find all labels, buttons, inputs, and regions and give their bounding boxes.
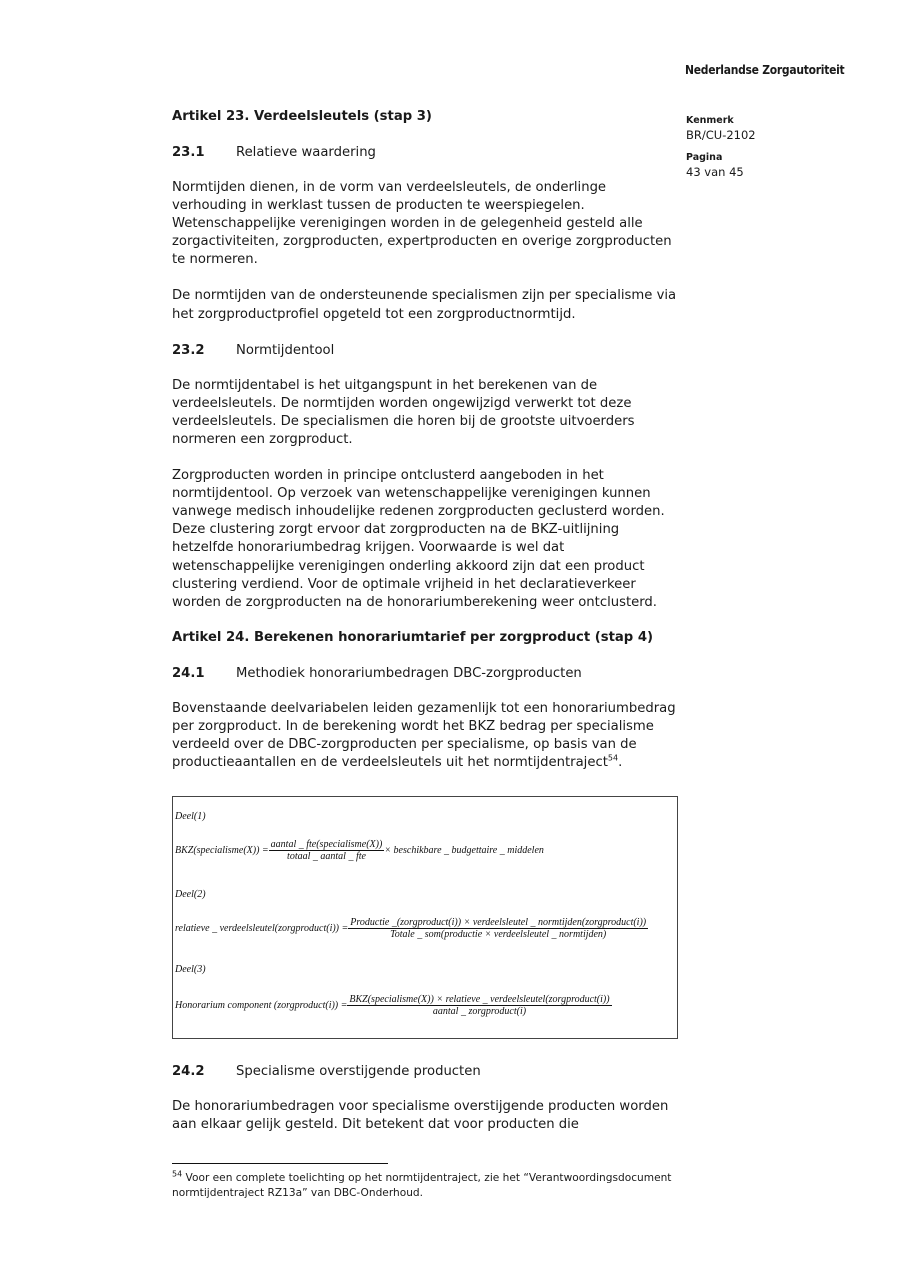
section-title: Methodiek honorariumbedragen DBC-zorgproducten xyxy=(236,665,582,681)
pagina-label: Pagina xyxy=(686,152,723,163)
footnote xyxy=(172,1171,692,1201)
section-number: 24.2 xyxy=(172,1064,205,1080)
section-number: 24.1 xyxy=(172,665,205,681)
document-body xyxy=(172,108,677,1134)
article-23-heading: Artikel 23. Verdeelsleutels (stap 3) xyxy=(172,109,432,124)
section-title: Normtijdentool xyxy=(236,342,335,358)
paragraph: Normtijden dienen, in de vorm van verdeelsleutels, de onderlinge verhouding in werklast tussen de producten te weerspiegelen. Wetenschappelijke verenigingen worden in de gelegenheid gesteld alle zorgactiviteiten, zorgproducten, expertproducten en overige zorgproducten te normeren. xyxy=(172,180,672,268)
formula-deel2: relatieve _ verdeelsleutel(zorgproduct(i)) = Productie _(zorgproduct(i)) × verdeelsleutel _ normtijden(zorgproduct(i)) Totale _ som(productie × verdeelsleutel _ normtijden) xyxy=(175,917,647,941)
section-24-2-heading xyxy=(172,1063,677,1081)
section-title: Relatieve waardering xyxy=(236,145,376,160)
section-23-1-heading xyxy=(172,144,677,162)
formula-deel1: BKZ(specialisme(X)) = $\frac{\text{aantal \_ fte(specialisme(X))}}{\text{totaal \_ aantal \_ fte}}$ × beschikbare _ budgettaire _ middelen xyxy=(175,839,544,863)
footnote-number: 54 xyxy=(172,1169,183,1179)
section-23-2-heading xyxy=(172,342,677,360)
section-number: 23.2 xyxy=(172,342,205,358)
pagina-value: 43 van 45 xyxy=(686,165,744,179)
paragraph: De normtijdentabel is het uitgangspunt in het berekenen van de verdeelsleutels. De normtijden worden ongewijzigd verwerkt tot deze verdeelsleutels. De specialismen die horen bij de grootste uitvoerders normeren een zorgproduct. xyxy=(172,377,635,447)
pagina-block xyxy=(686,151,744,179)
paragraph: De normtijden van de ondersteunende specialismen zijn per specialisme via het zorgproductprofiel opgeteld tot een zorgproductnormtijd. xyxy=(172,288,677,322)
footnote-text: Voor een complete toelichting op het normtijdentraject, zie het “Verantwoordingsdocument normtijdentraject RZ13a” van DBC-Onderhoud. xyxy=(172,1172,672,1199)
article-24-heading: Artikel 24. Berekenen honorariumtarief per zorgproduct (stap 4) xyxy=(172,629,654,645)
kenmerk-label: Kenmerk xyxy=(686,115,734,126)
footnote-ref[interactable]: 54 xyxy=(607,753,619,763)
paragraph: Bovenstaande deelvariabelen leiden gezamenlijk tot een honorariumbedrag per zorgproduct. In de berekening wordt het BKZ bedrag per specialisme verdeeld over de DBC-zorgproducten per specialisme, op basis van de productieaantallen en de verdeelsleutels uit het normtijdentraject$^{54}$. xyxy=(172,700,676,771)
formula-deel3: Honorarium component (zorgproduct(i)) = BKZ(specialisme(X)) × relatieve _ verdeelsleutel(zorgproduct(i)) aantal _ zorgproduct(i) xyxy=(175,994,610,1018)
organization-name: Nederlandse Zorgautoriteit xyxy=(685,62,845,77)
formula-box xyxy=(172,796,678,1039)
footnote-separator xyxy=(172,1163,388,1164)
deel1-label: Deel(1) xyxy=(175,811,206,823)
deel2-label: Deel(2) xyxy=(175,889,206,901)
kenmerk-block xyxy=(686,114,756,142)
kenmerk-value: BR/CU-2102 xyxy=(686,128,756,142)
deel3-label: Deel(3) xyxy=(175,964,206,976)
section-title: Specialisme overstijgende producten xyxy=(236,1064,481,1080)
paragraph: De honorariumbedragen voor specialisme overstijgende producten worden aan elkaar gelijk gesteld. Dit betekent dat voor producten die xyxy=(172,1099,669,1133)
paragraph: Zorgproducten worden in principe ontclusterd aangeboden in het normtijdentool. Op verzoek van wetenschappelijke verenigingen kunnen vanwege medisch inhoudelijke redenen zorgproducten geclusterd worden. Deze clustering zorgt ervoor dat zorgproducten na de BKZ-uitlijning hetzelfde honorariumbedrag krijgen. Voorwaarde is wel dat wetenschappelijke verenigingen onderling akkoord zijn dat een product clustering verdiend. Voor de optimale vrijheid in het declaratieverkeer worden de zorgproducten na de honorariumberekening weer ontclusterd. xyxy=(172,468,665,610)
section-24-1-heading xyxy=(172,665,677,683)
section-number: 23.1 xyxy=(172,145,205,160)
